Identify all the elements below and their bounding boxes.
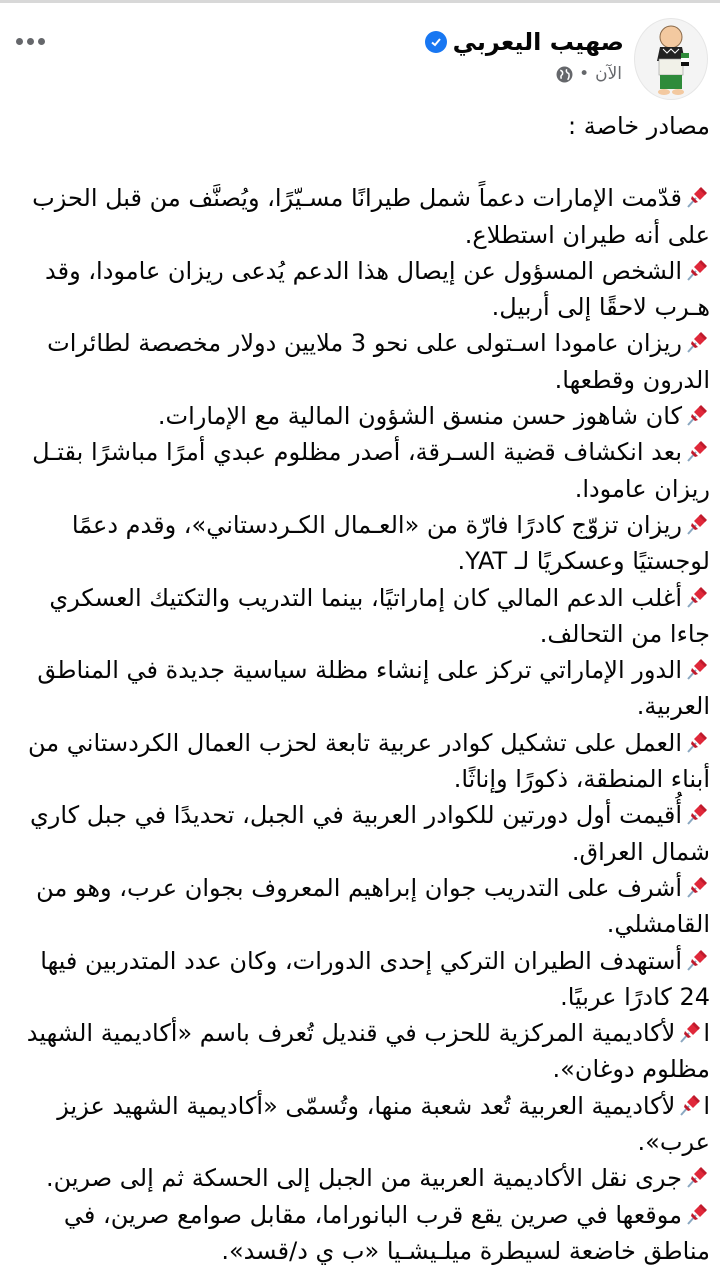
pushpin-icon [684, 511, 710, 537]
post-item [8, 434, 710, 507]
post-item [8, 580, 710, 653]
item-text: العمل على تشكيل كوادر عربية تابعة لحزب العمال الكردستاني من أبناء المنطقة، ذكورًا وإناثًا. [28, 728, 710, 794]
item-text: أغلب الدعم المالي كان إماراتيًا، بينما التدريب والتكتيك العسكري جاءا من التحالف. [49, 583, 710, 648]
post-item [8, 1088, 710, 1161]
post-item [8, 797, 710, 870]
pushpin-icon [684, 1201, 710, 1227]
verified-badge-icon [425, 31, 447, 53]
post-meta [556, 64, 622, 84]
post-item [8, 253, 710, 326]
item-text: قدّمت الإمارات دعماً شمل طيرانًا مسـيّرًا، ويُصنَّف من قبل الحزب على أنه طيران استطلاع. [32, 184, 710, 249]
pushpin-icon [684, 257, 710, 283]
post-item [8, 507, 710, 580]
item-text: جرى نقل الأكاديمية العربية من الجبل إلى الحسكة ثم إلى صرين. [45, 1164, 682, 1193]
item-text: أستهدف الطيران التركي إحدى الدورات، وكان عدد المتدربين فيها 24 كادرًا عربيًا. [40, 946, 710, 1011]
pushpin-icon [684, 329, 710, 355]
pushpin-icon [684, 801, 710, 827]
dot-icon [38, 38, 45, 45]
pushpin-icon [684, 947, 710, 973]
item-text: كان شاهوز حسن منسق الشؤون المالية مع الإمارات. [157, 402, 682, 431]
pushpin-icon [677, 1092, 703, 1118]
pushpin-icon [684, 729, 710, 755]
post-intro: مصادر خاصة : [568, 112, 710, 140]
post-item [8, 1160, 710, 1196]
item-text: لأكاديمية العربية تُعد شعبة منها، وتُسمّى «أكاديمية الشهيد عزيز عرب». [57, 1091, 710, 1157]
post-item [8, 325, 710, 398]
post-item [8, 398, 710, 434]
post-time[interactable]: الآن [595, 64, 622, 84]
globe-icon [556, 66, 573, 83]
item-text: بعد انكشاف قضية السـرقة، أصدر مظلوم عبدي أمرًا مباشرًا بقتـل ريزان عامودا. [32, 438, 710, 503]
item-text: ريزان عامودا اسـتولى على نحو 3 ملايين دولار مخصصة لطائرات الدرون وقطعها. [47, 329, 710, 394]
pushpin-icon [684, 1164, 710, 1190]
item-text: الشخص المسؤول عن إيصال هذا الدعم يُدعى ريزان عامودا، وقد هـرب لاحقًا إلى أربيل. [45, 256, 710, 322]
post-header [0, 14, 720, 94]
post-item [8, 652, 710, 725]
item-prefix: ا [703, 1091, 710, 1120]
post-body [8, 108, 710, 1269]
item-text: موقعها في صرين يقع قرب البانوراما، مقابل صوامع صرين، في مناطق خاضعة لسيطرة ميلـيشـيا «ب ي د/قسد». [63, 1200, 710, 1265]
meta-separator: • [579, 64, 590, 84]
item-text: الدور الإماراتي تركز على إنشاء مظلة سياسية جديدة في المناطق العربية. [37, 656, 710, 721]
author-name-row [425, 28, 624, 56]
pushpin-icon [684, 656, 710, 682]
more-options-button[interactable] [16, 38, 45, 45]
author-avatar[interactable] [634, 18, 708, 100]
item-text: ريزان تزوّج كادرًا فارّة من «العـمال الكـردستاني»، وقدم دعمًا لوجستيًا وعسكريًا لـ YAT. [71, 510, 710, 576]
author-name[interactable]: صهيب اليعربي [452, 28, 624, 56]
dot-icon [16, 38, 23, 45]
item-text: أُقيمت أول دورتين للكوادر العربية في الجبل، تحديدًا في جبل كاري شمال العراق. [30, 801, 710, 866]
pushpin-icon [684, 402, 710, 428]
avatar-cartoon-icon [635, 19, 707, 99]
post-items [8, 180, 710, 1269]
post-item [8, 870, 710, 943]
pushpin-icon [684, 438, 710, 464]
pushpin-icon [684, 184, 710, 210]
item-text: لأكاديمية المركزية للحزب في قنديل تُعرف باسم «أكاديمية الشهيد مظلوم دوغان». [26, 1019, 710, 1084]
blank-line [8, 144, 710, 180]
post-item [8, 180, 710, 253]
item-text: أشرف على التدريب جوان إبراهيم المعروف بجوان عرب، وهو من القامشلي. [36, 873, 710, 939]
post-item [8, 725, 710, 798]
pushpin-icon [684, 874, 710, 900]
pushpin-icon [677, 1019, 703, 1045]
post-item [8, 1015, 710, 1088]
item-prefix: ا [703, 1019, 710, 1048]
pushpin-icon [684, 584, 710, 610]
top-divider [0, 0, 720, 3]
dot-icon [27, 38, 34, 45]
post-item [8, 943, 710, 1016]
post-item [8, 1197, 710, 1269]
